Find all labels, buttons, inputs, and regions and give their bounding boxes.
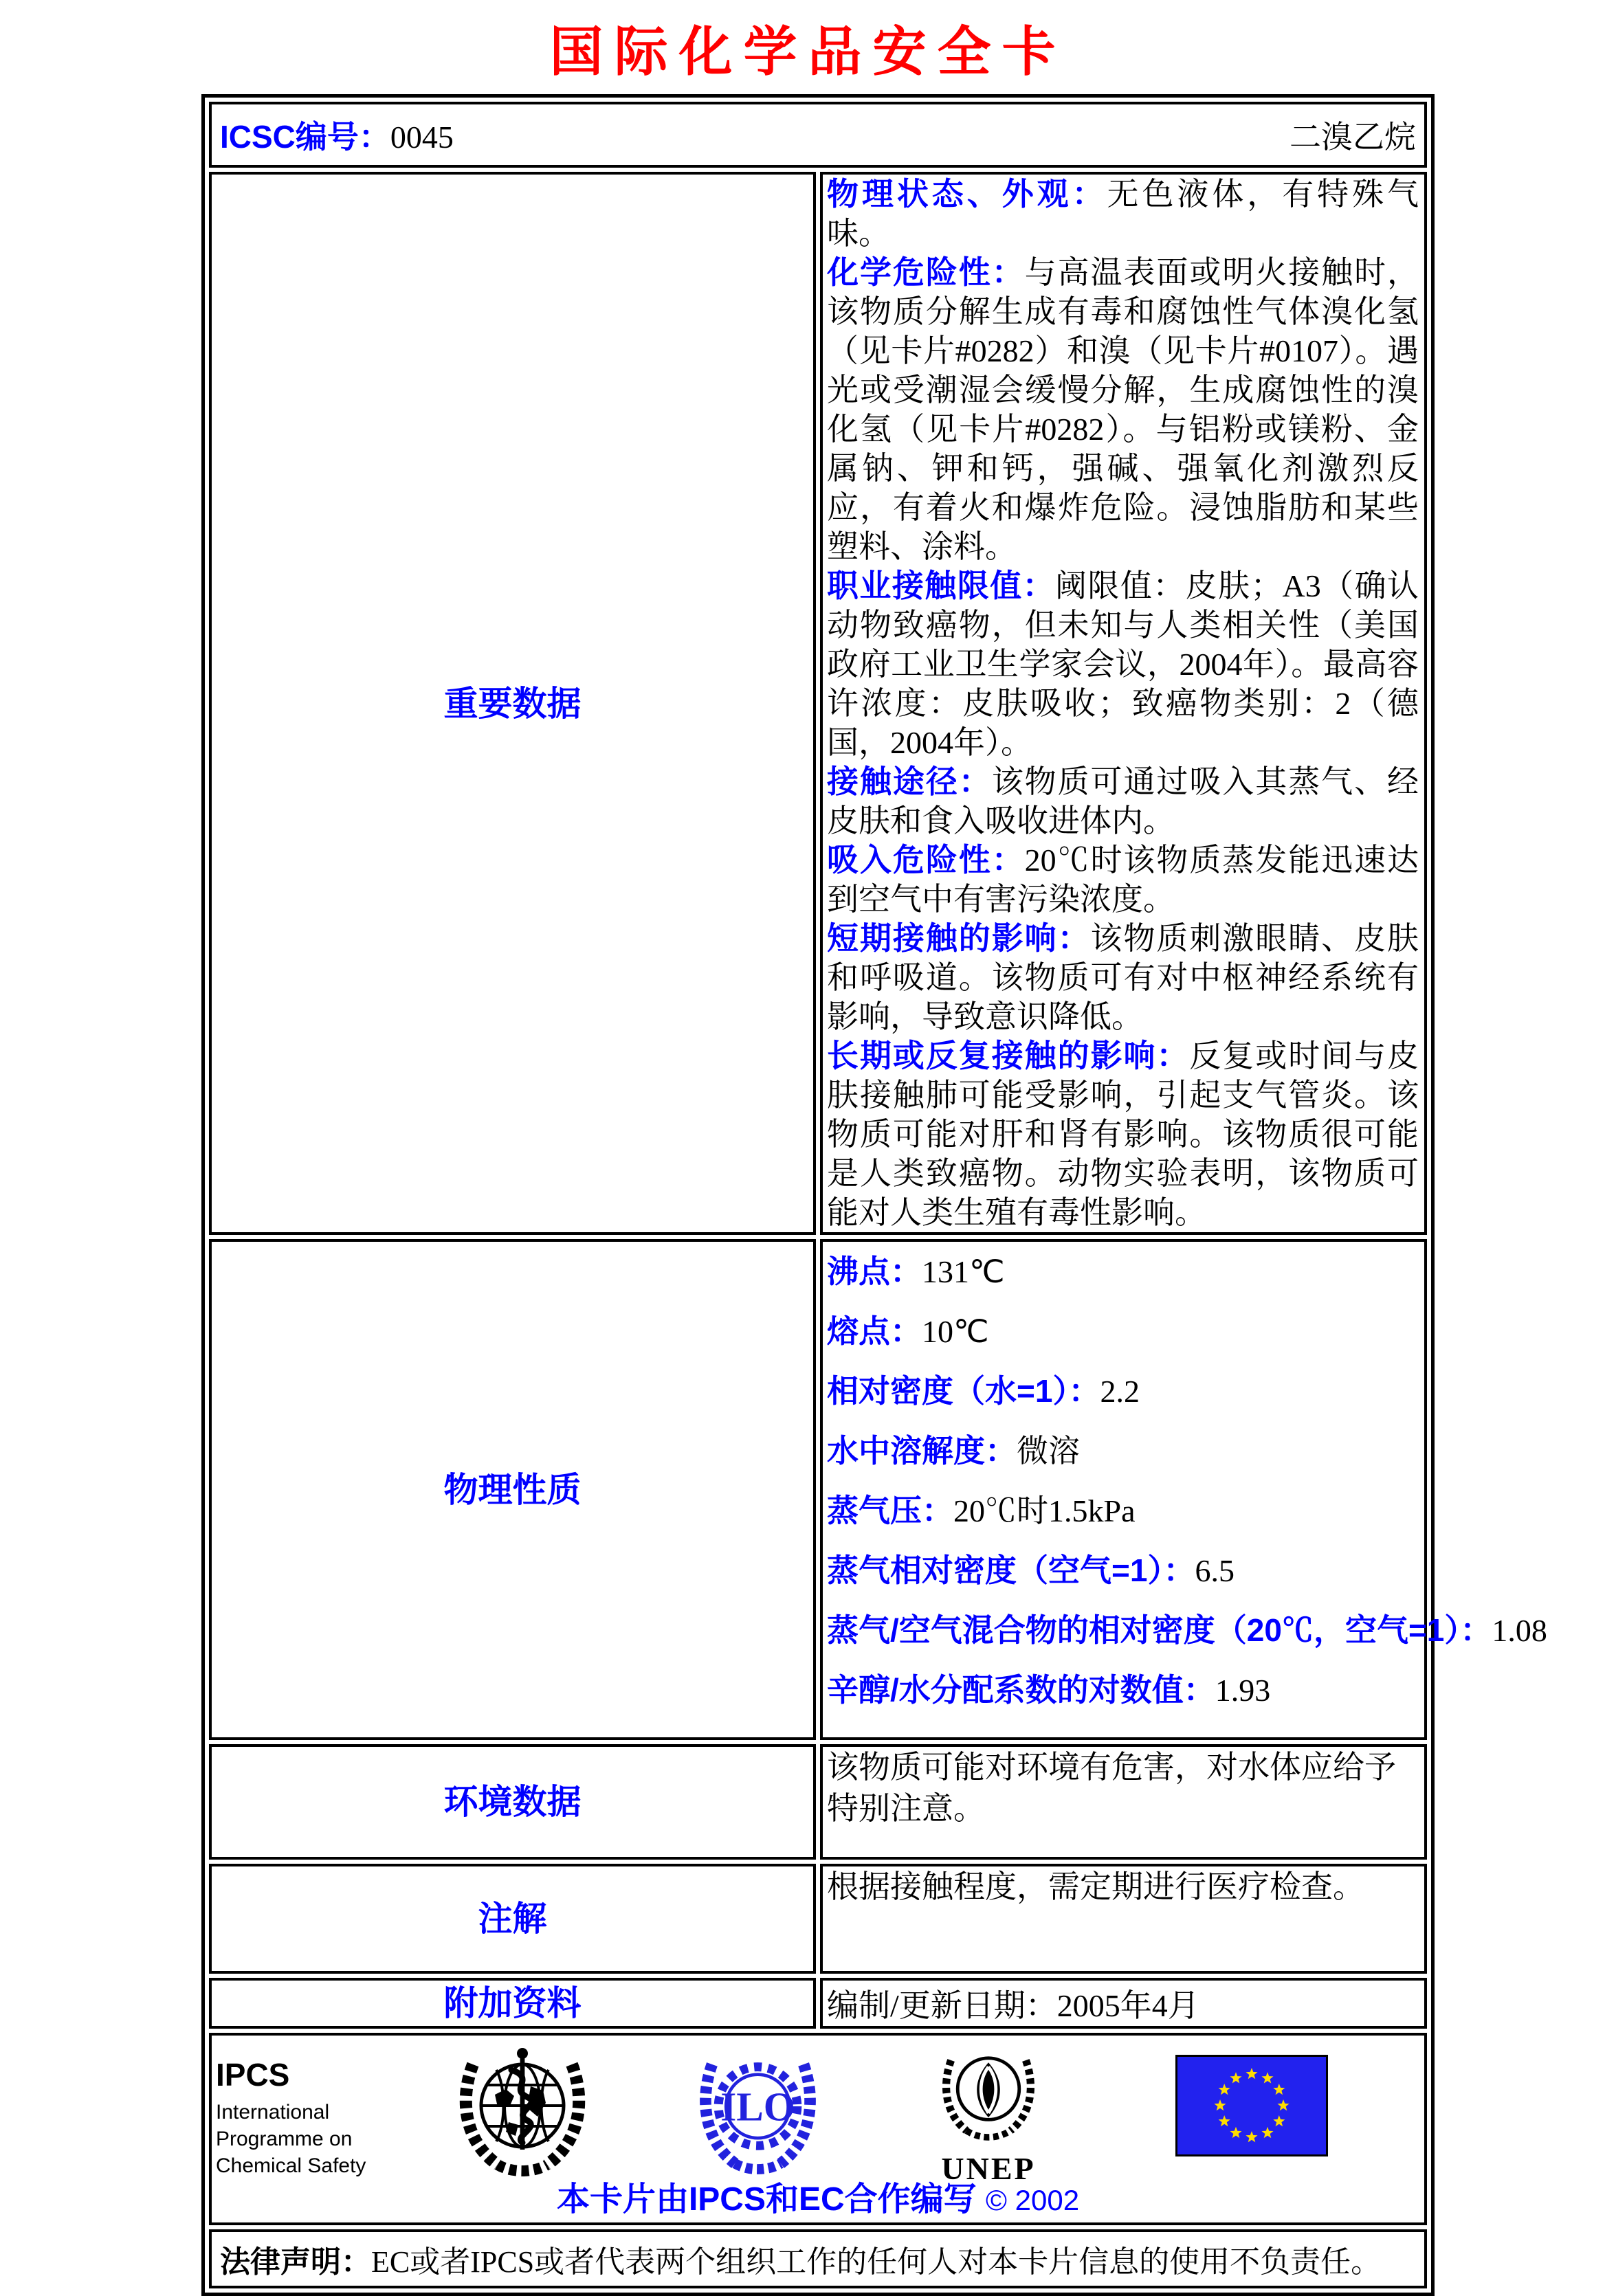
ipcs-text-block [216, 2058, 366, 2179]
important-item [827, 175, 1419, 253]
property-value: 20℃时1.5kPa [953, 1493, 1136, 1528]
property-label: 熔点： [827, 1313, 922, 1349]
row-label-notes: 注解 [209, 1864, 816, 1974]
item-label: 物理状态、外观： [827, 176, 1107, 212]
ilo-letters: ILO [720, 2084, 795, 2130]
who-icon [454, 2040, 591, 2181]
icsc-card-table [201, 94, 1547, 2296]
physical-property [827, 1660, 1419, 1720]
physical-property [827, 1601, 1547, 1660]
property-label: 相对密度（水=1）： [827, 1373, 1100, 1409]
update-date-value: 2005年4月 [1056, 1988, 1199, 2023]
icsc-number-value: 0045 [390, 120, 454, 155]
physical-property [827, 1302, 1419, 1361]
ipcs-title: IPCS [216, 2057, 290, 2093]
physical-property [827, 1242, 1419, 1302]
header-row [209, 102, 1427, 168]
logos-row [209, 2033, 1427, 2225]
environmental-data-row [209, 1744, 1427, 1860]
row-label-important-data: 重要数据 [209, 172, 816, 1235]
logos-cell [209, 2033, 1427, 2225]
property-label: 蒸气相对密度（空气=1）： [827, 1552, 1195, 1588]
item-text: 无色液体，有特殊气味。 [827, 177, 1419, 251]
item-label: 化学危险性： [827, 254, 1025, 290]
credit-text: 本卡片由IPCS和EC合作编写 [556, 2181, 977, 2218]
notes-content [820, 1864, 1427, 1974]
property-label: 沸点： [827, 1253, 922, 1289]
legal-label: 法律声明： [220, 2245, 371, 2279]
row-label-environmental-data: 环境数据 [209, 1744, 816, 1860]
legal-text: EC或者IPCS或者代表两个组织工作的任何人对本卡片信息的使用不负责任。 [371, 2245, 1382, 2279]
chemical-name: 二溴乙烷 [1290, 120, 1416, 155]
property-label: 水中溶解度： [827, 1433, 1017, 1469]
item-text: 该物质可通过吸入其蒸气、经皮肤和食入吸收进体内。 [827, 764, 1419, 838]
physical-property [827, 1541, 1419, 1601]
icsc-number-group [220, 112, 454, 157]
update-date-line [827, 1988, 1199, 2023]
item-label: 职业接触限值： [827, 568, 1055, 603]
important-item [827, 566, 1419, 762]
additional-info-row [209, 1978, 1427, 2029]
icsc-number-label: ICSC编号： [220, 119, 390, 155]
eu-flag-icon [1175, 2055, 1328, 2160]
ipcs-subtitle-line3: Chemical Safety [216, 2154, 366, 2177]
item-text: 与高温表面或明火接触时，该物质分解生成有毒和腐蚀性气体溴化氢（见卡片#0282）和溴（见卡片#0107）。遇光或受潮湿会缓慢分解，生成腐蚀性的溴化氢（见卡片#0282）。与铝粉或镁粉、金属钠、钾和钙，强碱、强氧化剂激烈反应，有着火和爆炸危险。浸蚀脂肪和某些塑料、涂料。 [827, 255, 1419, 564]
row-label-physical-properties: 物理性质 [209, 1239, 816, 1740]
update-date-label: 编制/更新日期： [827, 1988, 1057, 2023]
item-text: 阈限值：皮肤；A3（确认动物致癌物，但未知与人类相关性（美国政府工业卫生学家会议，2004年）。最高容许浓度：皮肤吸收；致癌物类别：2（德国，2004年）。 [827, 568, 1419, 760]
environmental-data-content [820, 1744, 1427, 1860]
ipcs-subtitle-line1: International [216, 2101, 330, 2124]
important-item [827, 1036, 1419, 1232]
property-value: 微溶 [1017, 1434, 1080, 1469]
important-item [827, 762, 1419, 840]
property-value: 2.2 [1100, 1374, 1140, 1409]
copyright-text: © 2002 [986, 2184, 1080, 2216]
property-label: 辛醇/水分配系数的对数值： [827, 1672, 1215, 1708]
notes-row [209, 1864, 1427, 1974]
unep-label: UNEP [941, 2151, 1036, 2186]
item-text: 20℃时该物质蒸发能迅速达到空气中有害污染浓度。 [827, 843, 1419, 917]
environmental-data-text: 该物质可能对环境有危害，对水体应给予特别注意。 [827, 1750, 1396, 1826]
item-label: 接触途径： [827, 764, 992, 799]
property-value: 1.08 [1492, 1613, 1547, 1648]
item-text: 反复或时间与皮肤接触肺可能受影响，引起支气管炎。该物质可能对肝和肾有影响。该物质很可能是人类致癌物。动物实验表明，该物质可能对人类生殖有毒性影响。 [827, 1038, 1419, 1230]
property-value: 6.5 [1195, 1553, 1235, 1588]
physical-property [827, 1421, 1419, 1481]
physical-property [827, 1481, 1419, 1541]
important-item [827, 919, 1419, 1036]
physical-properties-content [820, 1239, 1547, 1740]
physical-properties-row [209, 1239, 1427, 1740]
property-value: 131℃ [922, 1254, 1005, 1289]
property-label: 蒸气/空气混合物的相对密度（20℃，空气=1）： [827, 1612, 1492, 1648]
important-data-content [820, 172, 1427, 1235]
page-title: 国际化学品安全卡 [549, 22, 1067, 82]
legal-cell [209, 2229, 1427, 2288]
item-label: 长期或反复接触的影响： [827, 1038, 1190, 1073]
physical-property [827, 1361, 1419, 1421]
important-data-row [209, 172, 1427, 1235]
important-item [827, 253, 1419, 566]
notes-text: 根据接触程度，需定期进行医疗检查。 [827, 1869, 1364, 1904]
legal-row [209, 2229, 1427, 2288]
item-label: 吸入危险性： [827, 842, 1025, 878]
additional-info-content [820, 1978, 1427, 2029]
ilo-icon [694, 2047, 821, 2177]
ipcs-subtitle-line2: Programme on [216, 2128, 353, 2150]
item-text: 该物质刺激眼睛、皮肤和呼吸道。该物质可有对中枢神经系统有影响，导致意识降低。 [827, 921, 1419, 1034]
header-cell [209, 102, 1427, 168]
property-label: 蒸气压： [827, 1493, 953, 1528]
credit-line [212, 2172, 1424, 2220]
row-label-additional-info: 附加资料 [209, 1978, 816, 2029]
important-item [827, 840, 1419, 919]
unep-icon [927, 2038, 1050, 2186]
item-label: 短期接触的影响： [827, 920, 1091, 956]
property-value: 1.93 [1215, 1673, 1271, 1708]
logos-container [212, 2036, 1424, 2222]
property-value: 10℃ [922, 1314, 989, 1349]
